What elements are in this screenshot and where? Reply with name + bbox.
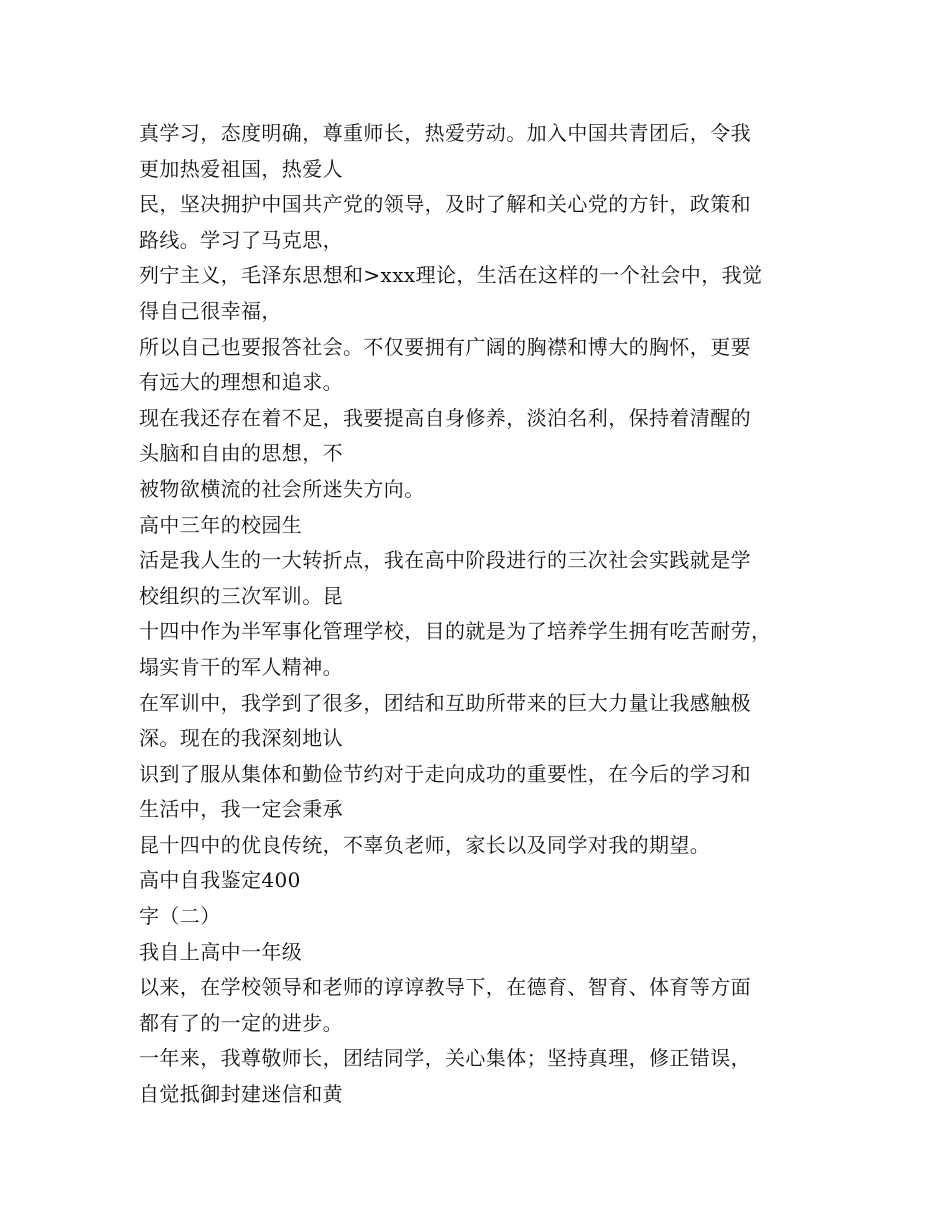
text-line: 深。现在的我深刻地认 [139,726,343,751]
text-line: 有远大的理想和追求。 [139,370,343,395]
text-line: 现在我还存在着不足，我要提高自身修养，淡泊名利，保持着清醒的 [139,405,751,430]
text-line: 都有了的一定的进步。 [139,1010,343,1035]
text-line: 自觉抵御封建迷信和黄 [139,1082,343,1107]
text-line: 一年来，我尊敬师长，团结同学，关心集体；坚持真理，修正错误， [139,1046,751,1071]
section-heading-line: 高中自我鉴定400 [139,868,301,893]
text-line: 在军训中，我学到了很多，团结和互助所带来的巨大力量让我感触极 [139,690,751,715]
text-line: 更加热爱祖国，热爱人 [139,156,343,181]
text-line: 得自己很幸福， [139,298,282,323]
document-body [139,116,829,1113]
text-line: 校组织的三次军训。昆 [139,583,343,608]
text-line: 路线。学习了马克思， [139,227,343,252]
text-line: 十四中作为半军事化管理学校，目的就是为了培养学生拥有吃苦耐劳， [139,619,772,644]
text-line: 活是我人生的一大转折点，我在高中阶段进行的三次社会实践就是学 [139,548,751,573]
text-line: 昆十四中的优良传统，不辜负老师，家长以及同学对我的期望。 [139,832,711,857]
text-line: 被物欲横流的社会所迷失方向。 [139,476,425,501]
text-line: 以来，在学校领导和老师的谆谆教导下，在德育、智育、体育等方面 [139,975,751,1000]
text-line: 高中三年的校园生 [139,512,303,537]
text-line: 塌实肯干的军人精神。 [139,654,343,679]
text-line: 生活中，我一定会秉承 [139,797,343,822]
text-line: 列宁主义，毛泽东思想和>xxx理论，生活在这样的一个社会中，我觉 [139,263,763,288]
section-heading-line: 字（二） [139,904,221,929]
text-line: 真学习，态度明确，尊重师长，热爱劳动。加入中国共青团后，令我 [139,121,751,145]
text-line: 我自上高中一年级 [139,939,303,964]
text-line: 所以自己也要报答社会。不仅要拥有广阔的胸襟和博大的胸怀，更要 [139,334,751,359]
text-line: 民，坚决拥护中国共产党的领导，及时了解和关心党的方针，政策和 [139,192,751,217]
text-line: 头脑和自由的思想，不 [139,441,343,466]
text-line: 识到了服从集体和勤俭节约对于走向成功的重要性，在今后的学习和 [139,761,751,786]
